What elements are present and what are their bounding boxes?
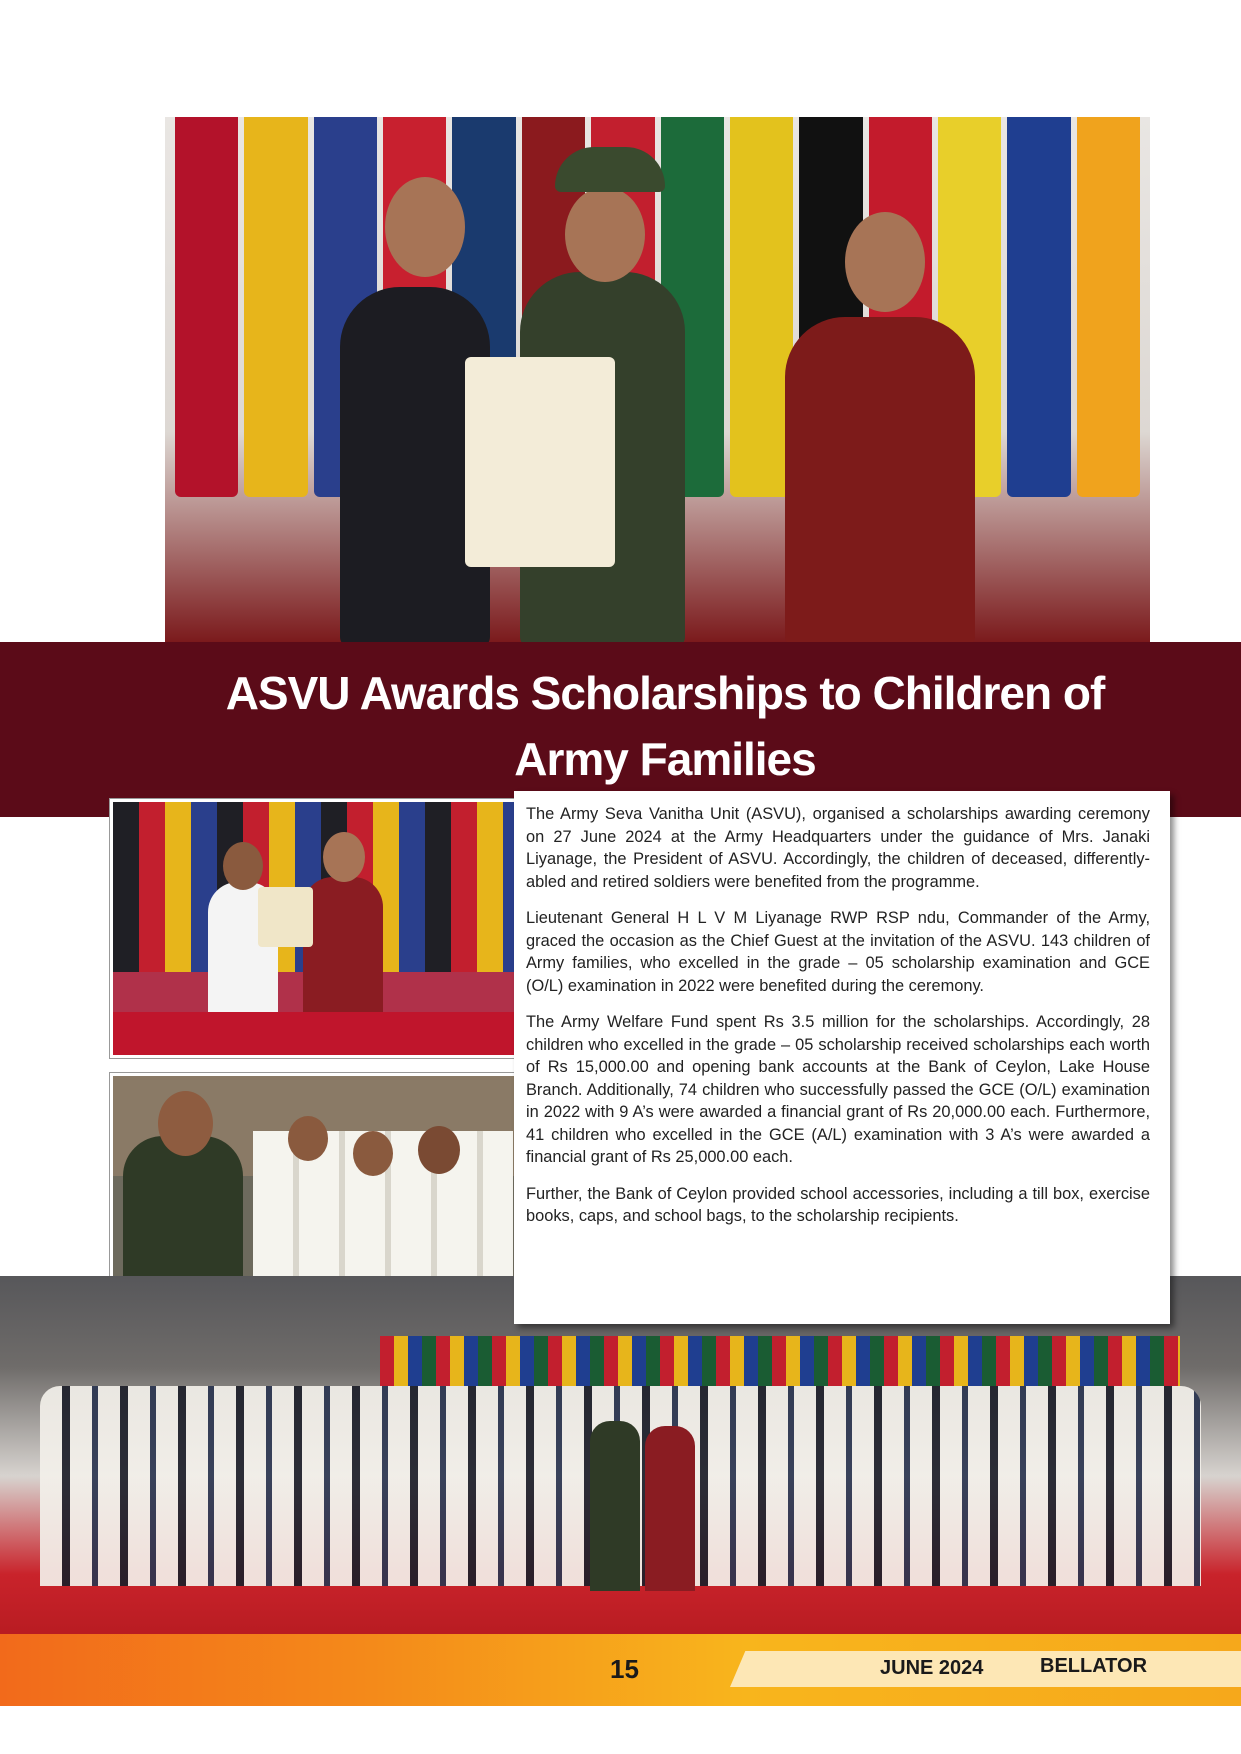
paragraph-4: Further, the Bank of Ceylon provided school accessories, including a till box, exercise books, caps, and school bags, to the scholarship recipients. [526, 1184, 1150, 1225]
commander-in-group [590, 1421, 640, 1591]
paragraph-2: Lieutenant General H L V M Liyanage RWP RSP ndu, Commander of the Army, graced the occasion as the Chief Guest at the invitation of the ASVU. 143 children of Army families, who excelled in the grade – 05 scholarship examination and GCE (O/L) examination in 2022 were benefited during the ceremony. [526, 909, 1150, 995]
group-photo [0, 1276, 1241, 1640]
paragraph-3: The Army Welfare Fund spent Rs 3.5 million for the scholarships. Accordingly, 28 children who excelled in the grade – 05 scholarship received scholarships each worth of Rs 15,000.00 and opening bank accounts at the Bank of Ceylon, Lake House Branch. Additionally, 74 children who successfully passed the GCE (O/L) examination in 2022 with 9 A’s were awarded a financial grant of Rs 20,000.00 each. Furthermore, 41 children who excelled in the GCE (A/L) examination with 3 A’s were awarded a financial grant of Rs 25,000.00 each. [526, 1013, 1150, 1166]
headline-line-2: Army Families [514, 733, 816, 785]
magazine-name: BELLATOR [1040, 1655, 1148, 1677]
article-body [514, 791, 1170, 1324]
paragraph-1: The Army Seva Vanitha Unit (ASVU), organised a scholarships awarding ceremony on 27 June 2024 at the Army Headquarters under the guidance of Mrs. Janaki Liyanage, the President of ASVU. Accordingly, the children of deceased, differently-abled and retired soldiers were benefited from the programme. [526, 805, 1150, 891]
asvu-president-figure [785, 317, 975, 642]
headline-line-1: ASVU Awards Scholarships to Children of [225, 667, 1105, 719]
student-award-photo [110, 799, 521, 1058]
gift-pack [465, 357, 615, 567]
article-headline [0, 660, 1241, 792]
footer-label-panel [730, 1651, 1241, 1687]
issue-date: JUNE 2024 [880, 1657, 984, 1679]
president-in-group [645, 1426, 695, 1591]
main-ceremony-photo [165, 117, 1150, 642]
page-number: 15 [610, 1654, 639, 1684]
